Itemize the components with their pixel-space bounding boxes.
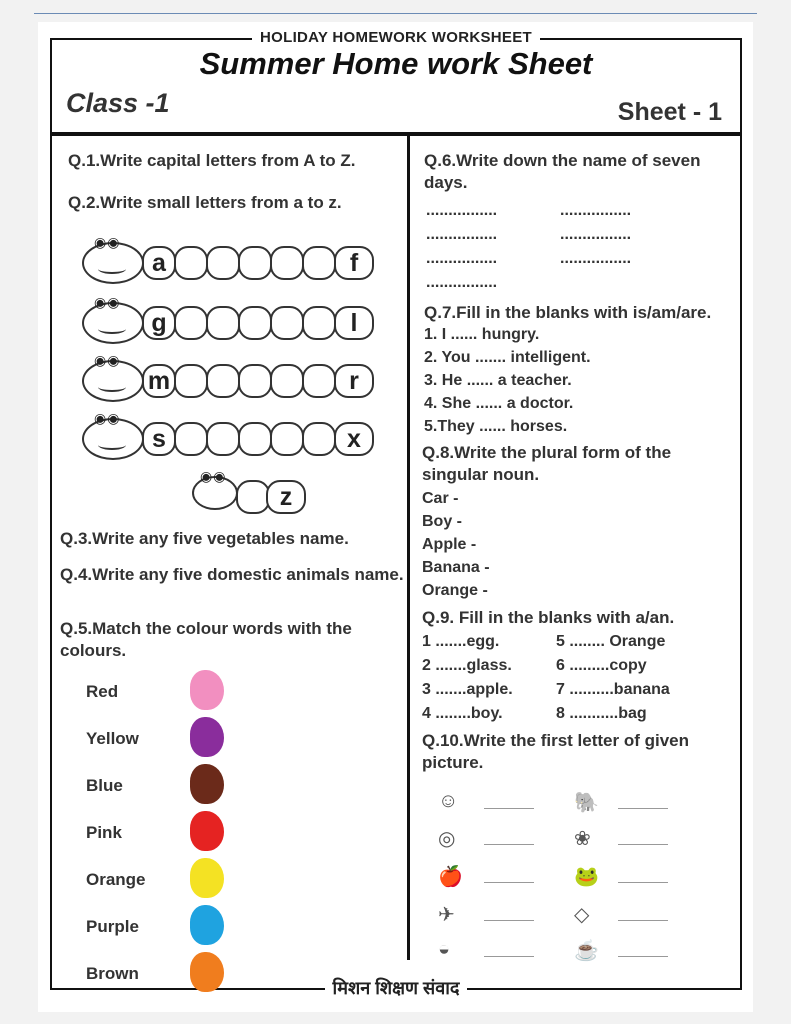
article-item: 7 ..........banana [556, 681, 670, 698]
picture-row [438, 864, 698, 894]
picture-row [438, 938, 698, 968]
class-label: Class -1 [66, 88, 170, 118]
face-icon: ☺ [438, 790, 459, 812]
article-item: 3 .......apple. [422, 681, 513, 698]
plural-item: Banana - [422, 559, 490, 576]
question-7: Q.7.Fill in the blanks with is/am/are. [424, 303, 712, 322]
header-rule [50, 132, 742, 136]
plural-item: Boy - [422, 513, 462, 530]
fill-item: 5.They ...... horses. [424, 418, 568, 435]
letter-first: a [152, 249, 166, 277]
answer-dots: ................ [560, 226, 632, 243]
colour-match-row [86, 811, 236, 855]
colour-blob [190, 717, 224, 757]
colour-match-row [86, 858, 236, 902]
kite-icon: ◇ [574, 904, 590, 926]
caterpillar-short [192, 468, 332, 516]
question-9: Q.9. Fill in the blanks with a/an. [422, 608, 675, 627]
colour-match-row [86, 717, 236, 761]
caterpillar-head-icon: ◉◉ [82, 360, 144, 402]
colour-word: Orange [86, 870, 146, 889]
colour-word: Red [86, 682, 119, 701]
page-title: Summer Home work Sheet [199, 46, 593, 81]
colour-blob [190, 670, 224, 710]
article-item: 6 .........copy [556, 657, 647, 674]
picture-row [438, 902, 698, 932]
top-divider [34, 13, 757, 14]
question-2: Q.2.Write small letters from a to z. [68, 193, 342, 212]
picture-row [438, 790, 698, 820]
grapes-icon: ❀ [574, 828, 591, 850]
sheet-label: Sheet - 1 [617, 98, 722, 126]
letter-last: r [349, 367, 359, 395]
caterpillar-head-icon: ◉◉ [82, 418, 144, 460]
question-4: Q.4.Write any five domestic animals name. [60, 565, 404, 584]
letter-first: s [152, 425, 166, 453]
fill-item: 3. He ...... a teacher. [424, 372, 572, 389]
plural-item: Apple - [422, 536, 477, 553]
answer-dots: ................ [560, 202, 632, 219]
colour-word: Brown [86, 964, 139, 983]
answer-dots: ................ [426, 250, 498, 267]
fill-item: 4. She ...... a doctor. [424, 395, 574, 412]
colour-match-row [86, 764, 236, 808]
colour-word: Yellow [86, 729, 139, 748]
caterpillar-row [82, 294, 382, 342]
caterpillar-head-icon: ◉◉ [82, 302, 144, 344]
question-6: Q.6.Write down the name of seven days. [424, 151, 701, 192]
letter-last: l [350, 309, 358, 337]
letter-first: m [147, 367, 171, 395]
letter-z: z [279, 483, 293, 511]
letter-last: x [347, 425, 361, 453]
colour-word: Purple [86, 917, 139, 936]
footer-brand: मिशन शिक्षण संवाद [52, 976, 740, 1000]
letter-last: f [349, 249, 359, 277]
caterpillar-row [82, 352, 382, 400]
article-item: 8 ...........bag [556, 705, 647, 722]
colour-blob [190, 811, 224, 851]
ball-icon: ◎ [438, 828, 456, 850]
header-small-title: HOLIDAY HOMEWORK WORKSHEET [52, 29, 740, 47]
caterpillar-head-icon: ◉◉ [192, 476, 238, 510]
caterpillar-row [82, 410, 382, 458]
worksheet-frame [50, 29, 742, 998]
colour-blob [190, 905, 224, 945]
article-item: 1 .......egg. [422, 633, 500, 650]
plane-icon: ✈ [438, 904, 455, 926]
answer-dots: ................ [426, 226, 498, 243]
question-10: Q.10.Write the first letter of given picture. [422, 731, 690, 772]
jug-icon: ☕ [574, 940, 599, 962]
question-1: Q.1.Write capital letters from A to Z. [68, 151, 356, 170]
question-3: Q.3.Write any five vegetables name. [60, 529, 349, 548]
picture-row [438, 826, 698, 856]
article-item: 4 ........boy. [422, 705, 503, 722]
frog-icon: 🐸 [574, 866, 599, 888]
answer-dots: ................ [560, 250, 632, 267]
fill-item: 1. I ...... hungry. [424, 326, 540, 343]
article-item: 5 ........ Orange [556, 633, 666, 650]
colour-match-row [86, 905, 236, 949]
hat-icon: ◒ [438, 938, 451, 960]
article-item: 2 .......glass. [422, 657, 512, 674]
plural-item: Car - [422, 490, 459, 507]
letter-first: g [151, 309, 167, 337]
caterpillar-head-icon: ◉◉ [82, 242, 144, 284]
column-divider [407, 136, 410, 960]
question-5: Q.5.Match the colour words with the colours. [60, 619, 352, 660]
question-8: Q.8.Write the plural form of the singular noun. [422, 443, 672, 484]
answer-dots: ................ [426, 274, 498, 291]
colour-word: Blue [86, 776, 123, 795]
elephant-icon: 🐘 [574, 792, 599, 814]
colour-word: Pink [86, 823, 122, 842]
colour-blob [190, 764, 224, 804]
colour-match-row [86, 670, 236, 714]
apple-icon: 🍎 [438, 866, 463, 888]
caterpillar-row [82, 234, 382, 282]
fill-item: 2. You ....... intelligent. [424, 349, 591, 366]
colour-blob [190, 858, 224, 898]
plural-item: Orange - [422, 582, 488, 599]
answer-dots: ................ [426, 202, 498, 219]
